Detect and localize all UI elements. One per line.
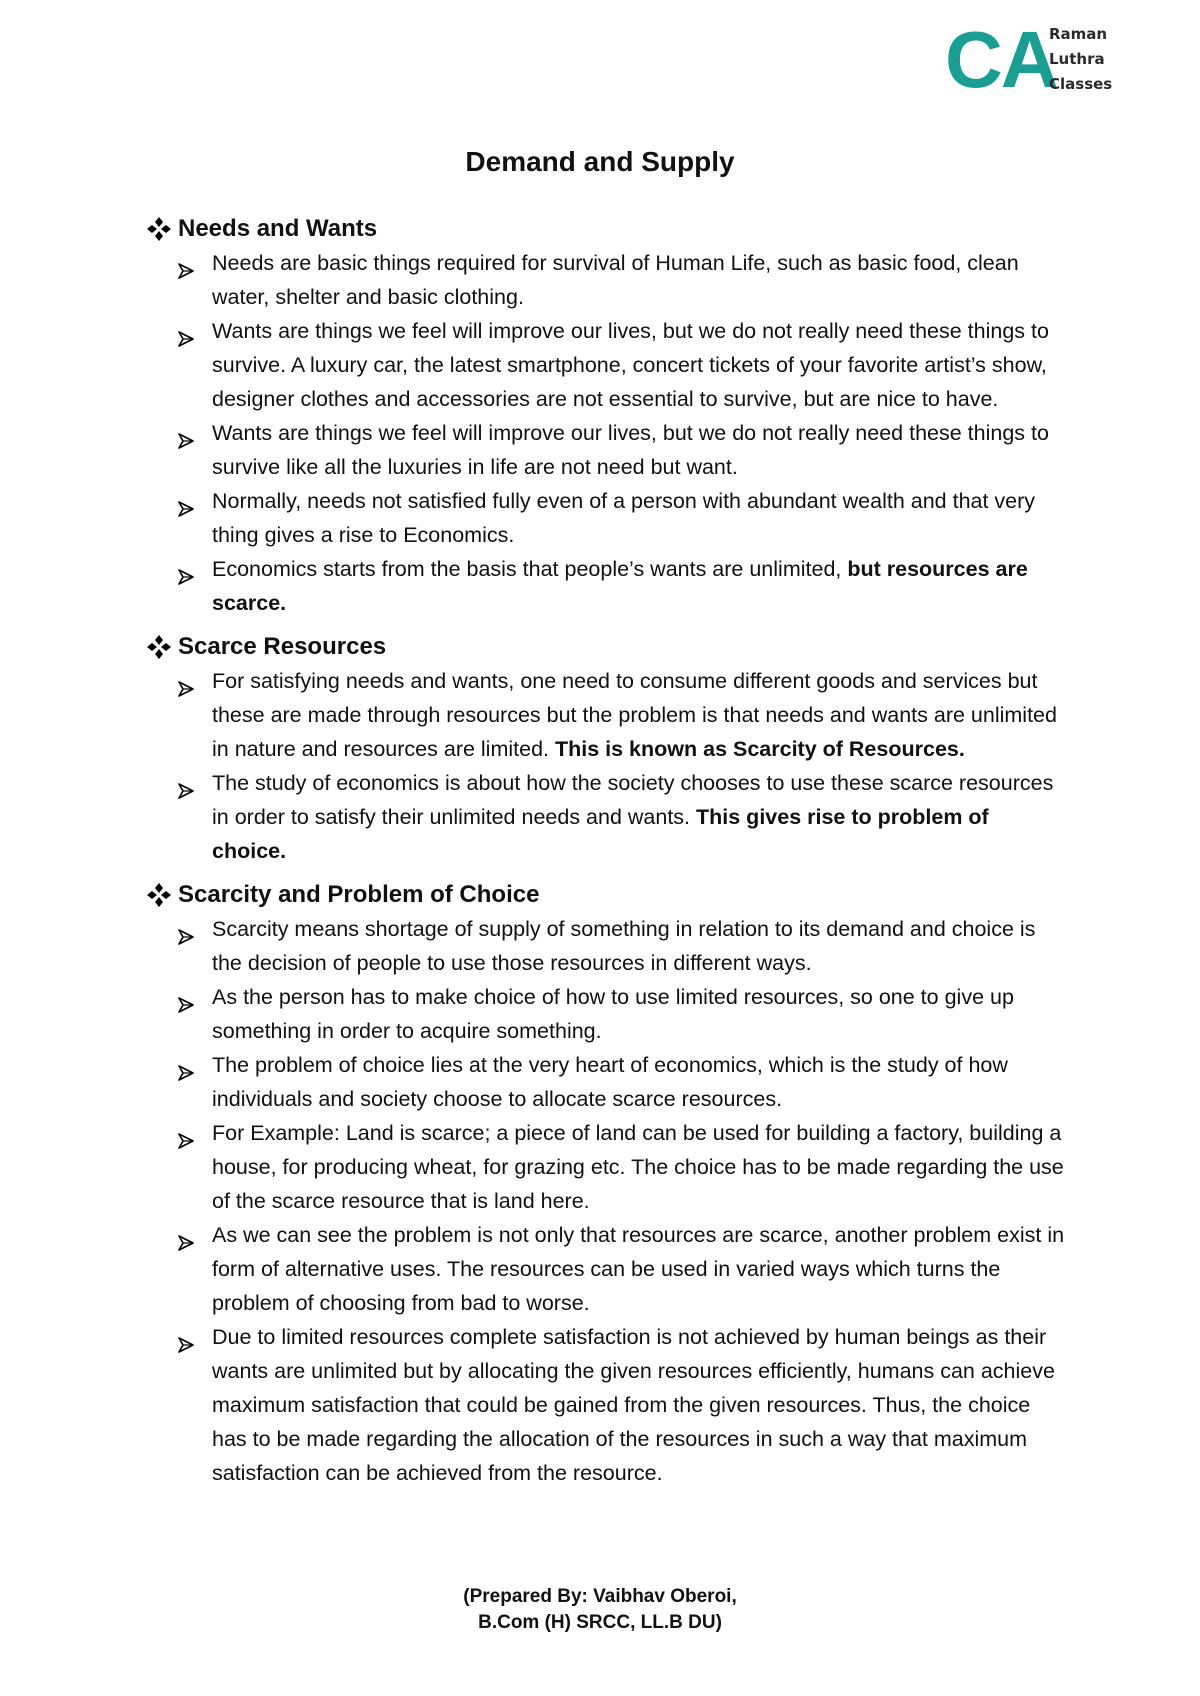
four-diamond-bullet-icon: [146, 882, 172, 908]
page-title: Demand and Supply: [465, 146, 735, 177]
arrow-bullet-icon: [178, 921, 194, 937]
list-item-text: The problem of choice lies at the very heart of economics, which is the study of how individuals and society choose to allocate scarce resources.: [212, 1053, 1008, 1111]
section-heading-text: Needs and Wants: [178, 215, 378, 242]
document-body: [146, 212, 1066, 1500]
list-item: [146, 484, 1066, 552]
bullet-list: [146, 912, 1066, 1490]
footer-line-2: B.Com (H) SRCC, LL.B DU): [478, 1612, 722, 1633]
section: [146, 878, 1066, 1490]
footer-credit: [0, 1584, 1200, 1636]
list-item: [146, 766, 1066, 868]
arrow-bullet-icon: [178, 561, 194, 577]
arrow-bullet-icon: [178, 1227, 194, 1243]
list-item: [146, 1048, 1066, 1116]
list-item-emphasis: but resources are scarce.: [212, 557, 1028, 615]
list-item: [146, 1116, 1066, 1218]
logo-line-1: Raman: [1049, 25, 1108, 43]
arrow-bullet-icon: [178, 425, 194, 441]
list-item: [146, 980, 1066, 1048]
list-item-text: As we can see the problem is not only that resources are scarce, another problem exist in form of alternative uses. The resources can be used in varied ways which turns the problem of choosing from bad to worse.: [212, 1223, 1065, 1315]
section-heading: [146, 212, 1066, 246]
bullet-list: [146, 246, 1066, 620]
arrow-bullet-icon: [178, 323, 194, 339]
list-item: [146, 552, 1066, 620]
list-item-text: The study of economics is about how the society chooses to use these scarce resources in order to satisfy their unlimited needs and wants.: [212, 771, 1054, 829]
arrow-bullet-icon: [178, 1329, 194, 1345]
list-item: [146, 246, 1066, 314]
section-heading: [146, 878, 1066, 912]
list-item: [146, 1320, 1066, 1490]
logo-line-3: Classes: [1049, 75, 1113, 93]
list-item-text: Normally, needs not satisfied fully even of a person with abundant wealth and that very thing gives a rise to Economics.: [212, 489, 1036, 547]
arrow-bullet-icon: [178, 493, 194, 509]
logo-letters: CA: [945, 15, 1057, 104]
list-item: [146, 314, 1066, 416]
brand-logo: [945, 15, 1125, 104]
list-item-emphasis: This is known as Scarcity of Resources.: [554, 737, 965, 761]
list-item-text: Needs are basic things required for survival of Human Life, such as basic food, clean water, shelter and basic clothing.: [212, 251, 1019, 309]
logo-line-2: Luthra: [1049, 50, 1105, 68]
section-heading-text: Scarcity and Problem of Choice: [178, 881, 540, 908]
list-item-text: For Example: Land is scarce; a piece of land can be used for building a factory, building a house, for producing wheat, for grazing etc. The choice has to be made regarding the use of the scarce resource that is land here.: [212, 1121, 1064, 1213]
list-item-text: Wants are things we feel will improve our lives, but we do not really need these things to survive. A luxury car, the latest smartphone, concert tickets of your favorite artist’s show, designer clothes and accessories are not essential to survive, but are nice to have.: [212, 319, 1049, 411]
list-item: [146, 416, 1066, 484]
arrow-bullet-icon: [178, 1057, 194, 1073]
list-item-text: As the person has to make choice of how to use limited resources, so one to give up something in order to acquire something.: [212, 985, 1014, 1043]
section-heading: [146, 630, 1066, 664]
section: [146, 212, 1066, 620]
list-item-text: Economics starts from the basis that people’s wants are unlimited,: [212, 557, 848, 581]
list-item: [146, 912, 1066, 980]
arrow-bullet-icon: [178, 673, 194, 689]
logo-wordmark: [1049, 22, 1112, 97]
bullet-list: [146, 664, 1066, 868]
list-item-text: Wants are things we feel will improve our lives, but we do not really need these things to survive like all the luxuries in life are not need but want.: [212, 421, 1049, 479]
arrow-bullet-icon: [178, 989, 194, 1005]
list-item-emphasis: This gives rise to problem of choice.: [212, 805, 989, 863]
section: [146, 630, 1066, 868]
list-item: [146, 1218, 1066, 1320]
arrow-bullet-icon: [178, 1125, 194, 1141]
arrow-bullet-icon: [178, 255, 194, 271]
four-diamond-bullet-icon: [146, 634, 172, 660]
section-heading-text: Scarce Resources: [178, 633, 387, 660]
four-diamond-bullet-icon: [146, 216, 172, 242]
list-item-text: Scarcity means shortage of supply of something in relation to its demand and choice is the decision of people to use those resources in different ways.: [212, 917, 1036, 975]
list-item-text: Due to limited resources complete satisfaction is not achieved by human beings as their wants are unlimited but by allocating the given resources efficiently, humans can achieve maximum satisfaction that could be gained from the given resources. Thus, the choice has to be made regarding the allocation of the resources in such a way that maximum satisfaction can be achieved from the resource.: [212, 1325, 1055, 1485]
list-item: [146, 664, 1066, 766]
footer-line-1: (Prepared By: Vaibhav Oberoi,: [463, 1586, 737, 1607]
list-item-text: For satisfying needs and wants, one need to consume different goods and services but these are made through resources but the problem is that needs and wants are unlimited in nature and resources are limited.: [212, 669, 1057, 761]
arrow-bullet-icon: [178, 775, 194, 791]
